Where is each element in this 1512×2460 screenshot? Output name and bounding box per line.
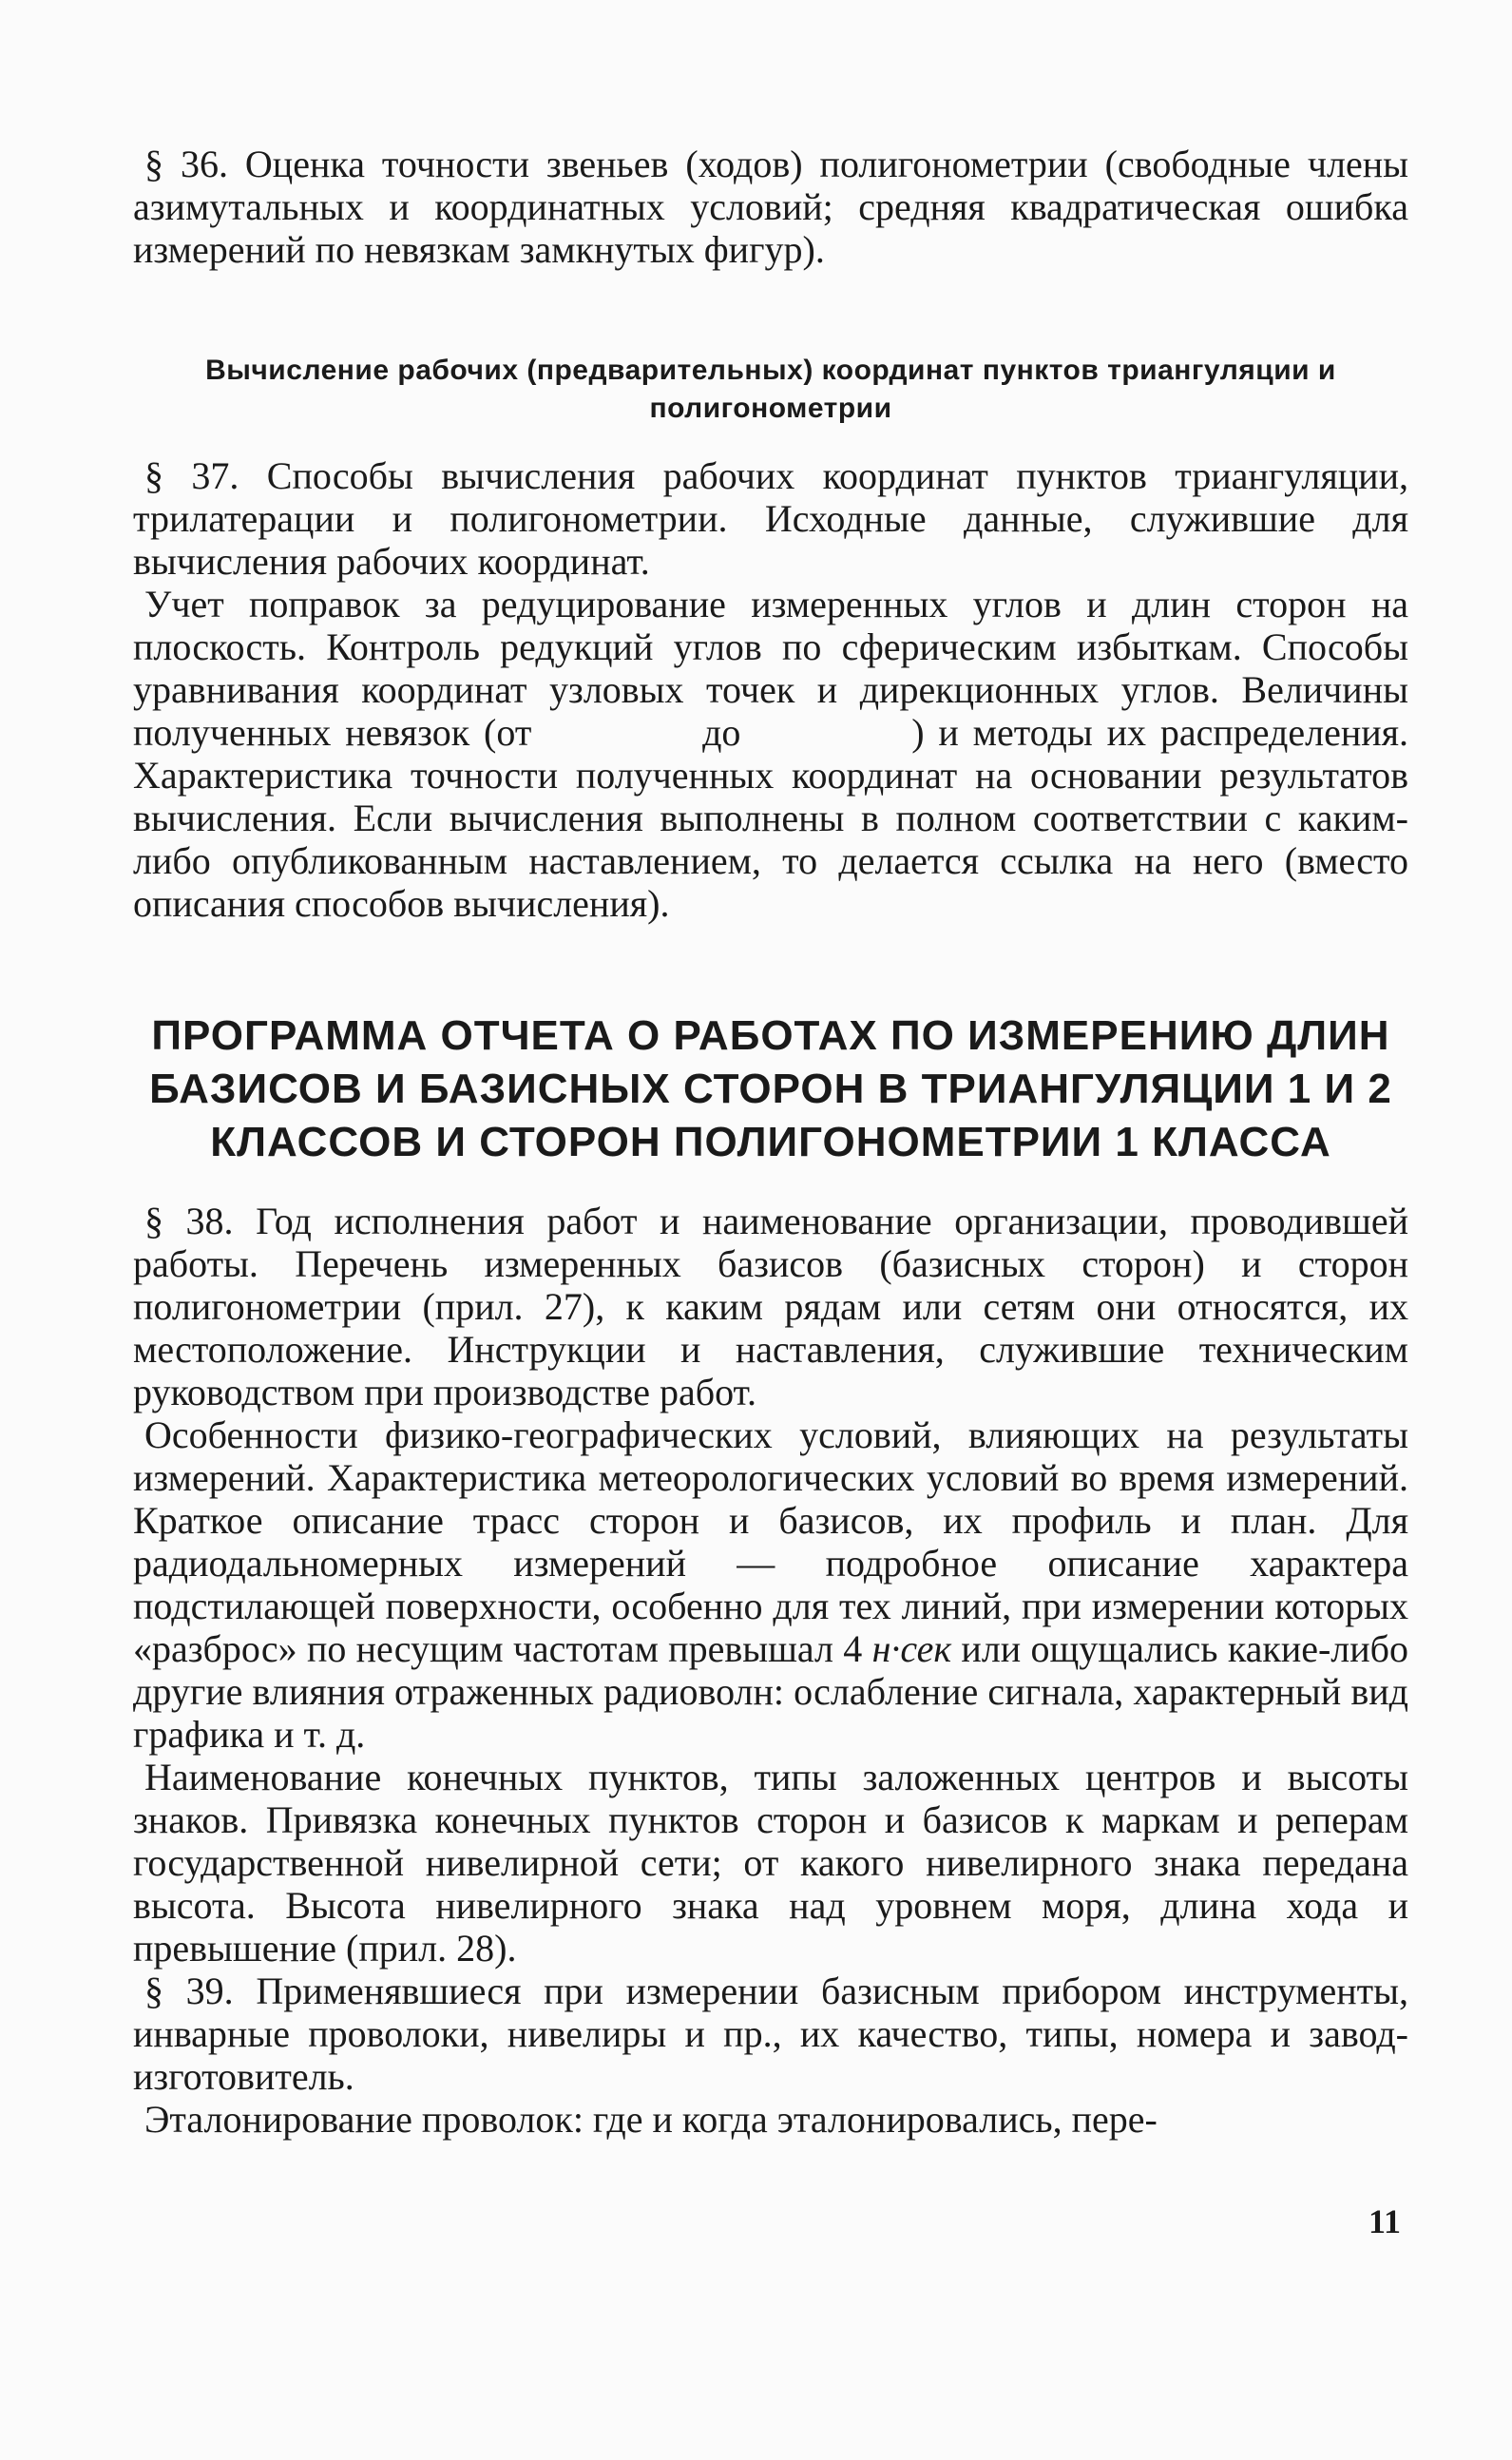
paragraph-39: § 39. Применявшиеся при измерении базисным прибором инструменты, инварные проволоки, нивелиры и пр., их качество, типы, номера и завод-изготовитель. xyxy=(133,1970,1408,2098)
section-38 xyxy=(133,1200,1408,2141)
subheading: Вычисление рабочих (предварительных) координат пунктов триангуляции и полигонометрии xyxy=(205,355,1336,424)
paragraph-37b-start: Учет поправок за редуцирование измеренных углов и длин сторон на плоскость. Контроль редукций углов по сферическим избыткам. Способы уравнивания координат узловых точек и дирекционных углов. Величины полученных невязок (от xyxy=(133,583,1408,754)
paragraph-37b xyxy=(133,583,1408,925)
paragraph-38a: § 38. Год исполнения работ и наименование организации, проводившей работы. Перечень измеренных базисов (базисных сторон) и сторон полигонометрии (прил. 27), к каким рядам или сетям они относятся, их местоположение. Инструкции и наставления, служившие техническим руководством при производстве работ. xyxy=(133,1200,1408,1413)
section-37 xyxy=(133,454,1408,925)
paragraph-last: Эталонирование проволок: где и когда эталонировались, пере- xyxy=(144,2098,1158,2141)
paragraph-37a: § 37. Способы вычисления рабочих координат пунктов триангуляции, трилатерации и полигонометрии. Исходные данные, служившие для вычисления рабочих координат. xyxy=(133,454,1408,583)
unit-nsec: н·сек xyxy=(871,1627,952,1670)
section-36 xyxy=(133,143,1408,271)
main-heading: ПРОГРАММА ОТЧЕТА О РАБОТАХ ПО ИЗМЕРЕНИЮ ДЛИН БАЗИСОВ И БАЗИСНЫХ СТОРОН В ТРИАНГУЛЯЦИИ 1 И 2 КЛАССОВ И СТОРОН ПОЛИГОНОМЕТРИИ 1 КЛАССА xyxy=(149,1012,1392,1165)
paragraph-38b-end: или ощущались какие-либо другие влияния отраженных радиоволн: ослабление сигнала, характерный вид графика и т. д. xyxy=(133,1627,1409,1756)
paragraph-38c: Наименование конечных пунктов, типы заложенных центров и высоты знаков. Привязка конечных пунктов сторон и базисов к маркам и реперам государственной нивелирной сети; от какого нивелирного знака передана высота. Высота нивелирного знака над уровнем моря, длина хода и превышение (прил. 28). xyxy=(133,1756,1408,1970)
paragraph-37b-mid: до xyxy=(702,711,741,754)
page-number: 11 xyxy=(1368,2202,1402,2240)
paragraph-37b-end: ) и методы их распределения. Характеристика точности полученных координат на основании результатов вычисления. Если вычисления выполнены в полном соответствии с каким-либо опубликованным наставлением, то делается ссылка на него (вместо описания способов вычисления). xyxy=(133,711,1409,925)
paragraph-38b xyxy=(133,1413,1408,1756)
paragraph-38b-start: Особенности физико-географических условий, влияющих на результаты измерений. Характеристика метеорологических условий во время измерений. Краткое описание трасс сторон и базисов, их профиль и план. Для радиодальномерных измерений — подробное описание характера подстилающей поверхности, особенно для тех линий, при измерении которых «разброс» по несущим частотам превышал 4 xyxy=(133,1413,1408,1670)
paragraph-36: § 36. Оценка точности звеньев (ходов) полигонометрии (свободные члены азимутальных и координатных условий; средняя квадратическая ошибка измерений по невязкам замкнутых фигур). xyxy=(133,143,1408,271)
